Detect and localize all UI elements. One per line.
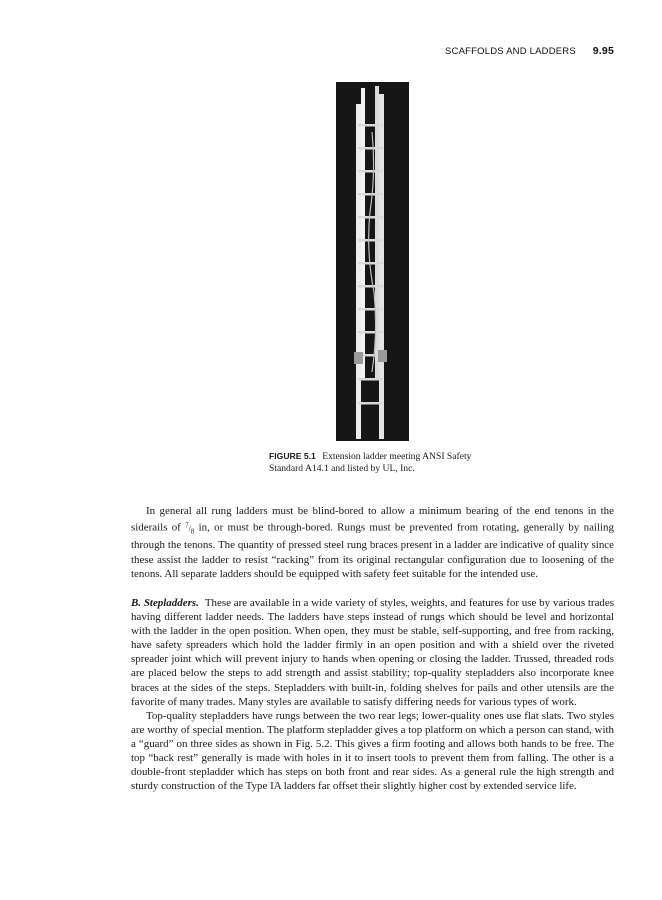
fraction: $^7/_8$	[185, 521, 195, 536]
section-b-paragraph-1: These are available in a wide variety of styles, weights, and features for use by various trades having different ladder needs. The ladders have steps instead of rungs which should be level and horizontal with the ladder in the open position. When open, they must be stable, self-supporting, and free from racking, have safety spreaders which hold the ladder firmly in an open position and with a shield over the riveted spreader joint which will prevent injury to hands when opening or closing the ladder. Trussed, threaded rods are placed below the steps to add strength and assist stability; top-quality stepladders also incorporate knee braces at the sides of the steps. Stepladders with built-in, folding shelves for pails and other utensils are the favorite of many trades. Many styles are available to satisfy differing needs for various types of work.	[131, 597, 614, 708]
figure-label: FIGURE 5.1	[269, 451, 316, 461]
paragraph-text: In general all rung ladders must be blind-bored to allow a minimum bearing of the end tenons in the siderails of	[131, 505, 614, 534]
section-title: SCAFFOLDS AND LADDERS	[445, 46, 576, 57]
fraction-numerator: 7	[185, 521, 189, 530]
body-paragraph-1	[131, 504, 614, 581]
page-number: 9.95	[592, 45, 614, 57]
figure-caption	[269, 450, 499, 475]
extension-ladder-icon	[336, 82, 409, 441]
figure-caption-text: Extension ladder meeting ANSI Safety Standard A14.1 and listed by UL, Inc.	[269, 451, 472, 474]
section-b	[131, 596, 614, 793]
section-b-paragraph-2: Top-quality stepladders have rungs between the two rear legs; lower-quality ones use flat slats. Two styles are worthy of special mention. The platform stepladder gives a top platform on which a person can stand, with a “guard” on three sides as shown in Fig. 5.2. This gives a firm footing and allows both hands to be free. The top “back rest” generally is made with holes in it to insert tools to prevent them from falling. The other is a double-front stepladder which has steps on both front and rear sides. As a general rule the high strength and sturdy construction of the Type IA ladders far offset their slightly higher cost by extended service life.	[131, 709, 614, 793]
paragraph-text-continued: in, or must be through-bored. Rungs must be prevented from rotating, generally by nailing through the tenons. The quantity of pressed steel rung braces present in a ladder are indicative of quality since these assist the ladder to resist “racking” from its original rectangular configuration due to loosening of the tenons. All separate ladders should be equipped with safety feet suitable for the intended use.	[131, 521, 614, 580]
section-heading: B. Stepladders.	[131, 597, 199, 609]
figure-photo	[336, 82, 409, 441]
fraction-denominator: 8	[190, 527, 195, 536]
running-header	[0, 45, 614, 57]
